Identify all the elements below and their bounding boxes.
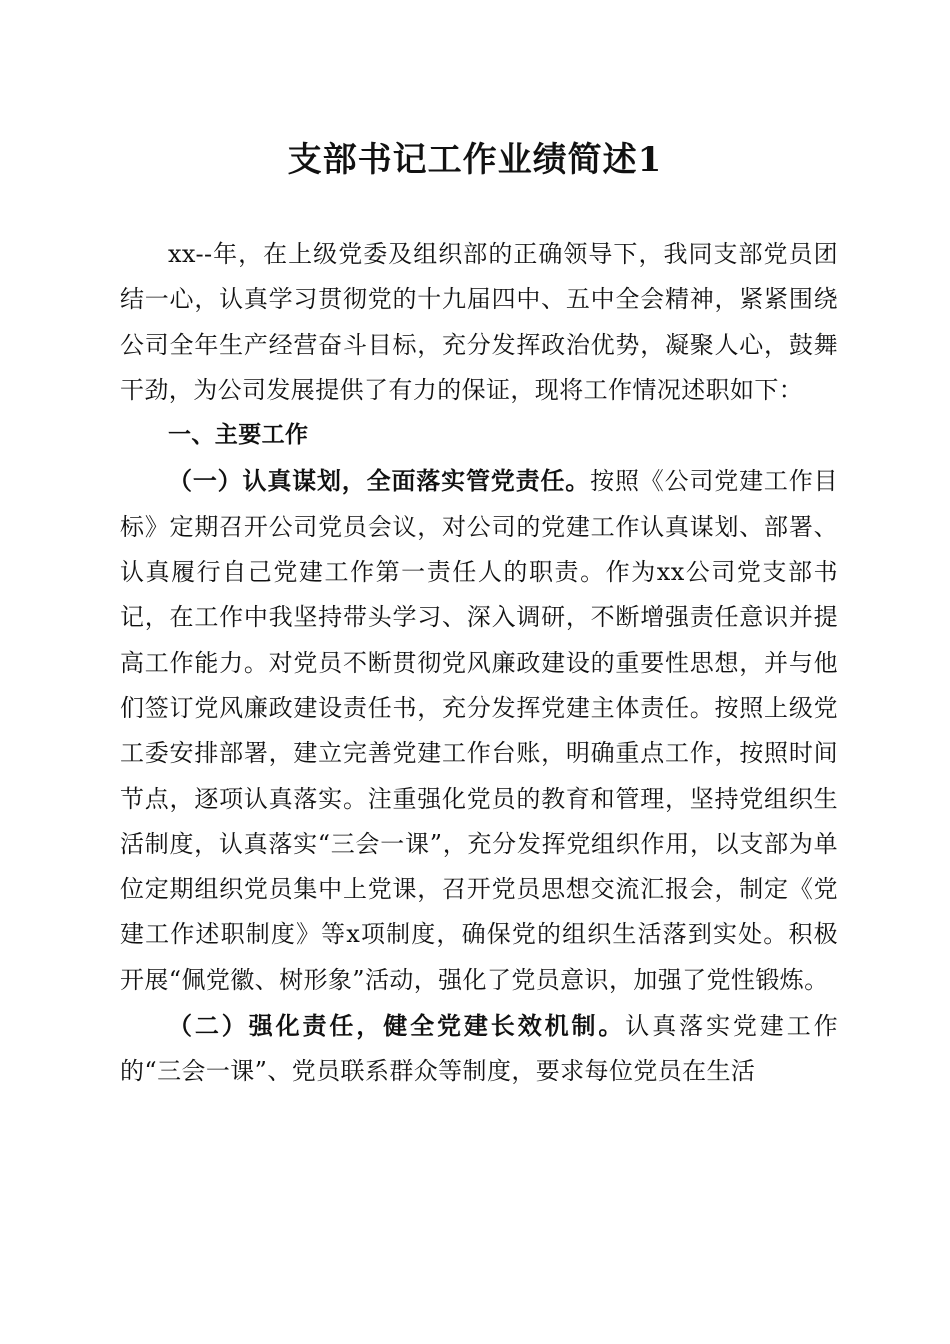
document-title: 支部书记工作业绩简述1 [287, 140, 663, 180]
item-1-text: 按照《公司党建工作目标》定期召开公司党员会议，对公司的党建工作认真谋划、部署、认真履行自己党建工作第一责任人的职责。作为xx公司党支部书记，在工作中我坚持带头学习、深入调研，不断增强责任意识并提高工作能力。对党员不断贯彻党风廉政建设的重要性思想，并与他们签订党风廉政建设责任书，充分发挥党建主体责任。按照上级党工委安排部署，建立完善党建工作台账，明确重点工作，按照时间节点，逐项认真落实。注重强化党员的教育和管理，坚持党组织生活制度，认真落实“三会一课”，充分发挥党组织作用，以支部为单位定期组织党员集中上党课，召开党员思想交流汇报会，制定《党建工作述职制度》等x项制度，确保党的组织生活落到实处。积极开展“佩党徽、树形象”活动，强化了党员意识，加强了党性锻炼。 [120, 467, 838, 994]
section-heading-main-work: 一、主要工作 [168, 422, 309, 449]
intro-paragraph: xx--年，在上级党委及组织部的正确领导下，我同支部党员团结一心，认真学习贯彻党的十九届四中、五中全会精神，紧紧围绕公司全年生产经营奋斗目标，充分发挥政治优势，凝聚人心，鼓舞干劲，为公司发展提供了有力的保证，现将工作情况述职如下： [120, 240, 838, 404]
paragraph-item-2 [120, 1003, 838, 1095]
item-2-lead: （二）强化责任，健全党建长效机制。 [168, 1011, 626, 1041]
item-1-lead: （一）认真谋划，全面落实管党责任。 [168, 466, 591, 496]
paragraph-item-1 [120, 458, 838, 1003]
document-body [120, 232, 838, 1095]
item-2-text: 认真落实党建工作的“三会一课”、党员联系群众等制度，要求每位党员在生活 [120, 1012, 838, 1086]
